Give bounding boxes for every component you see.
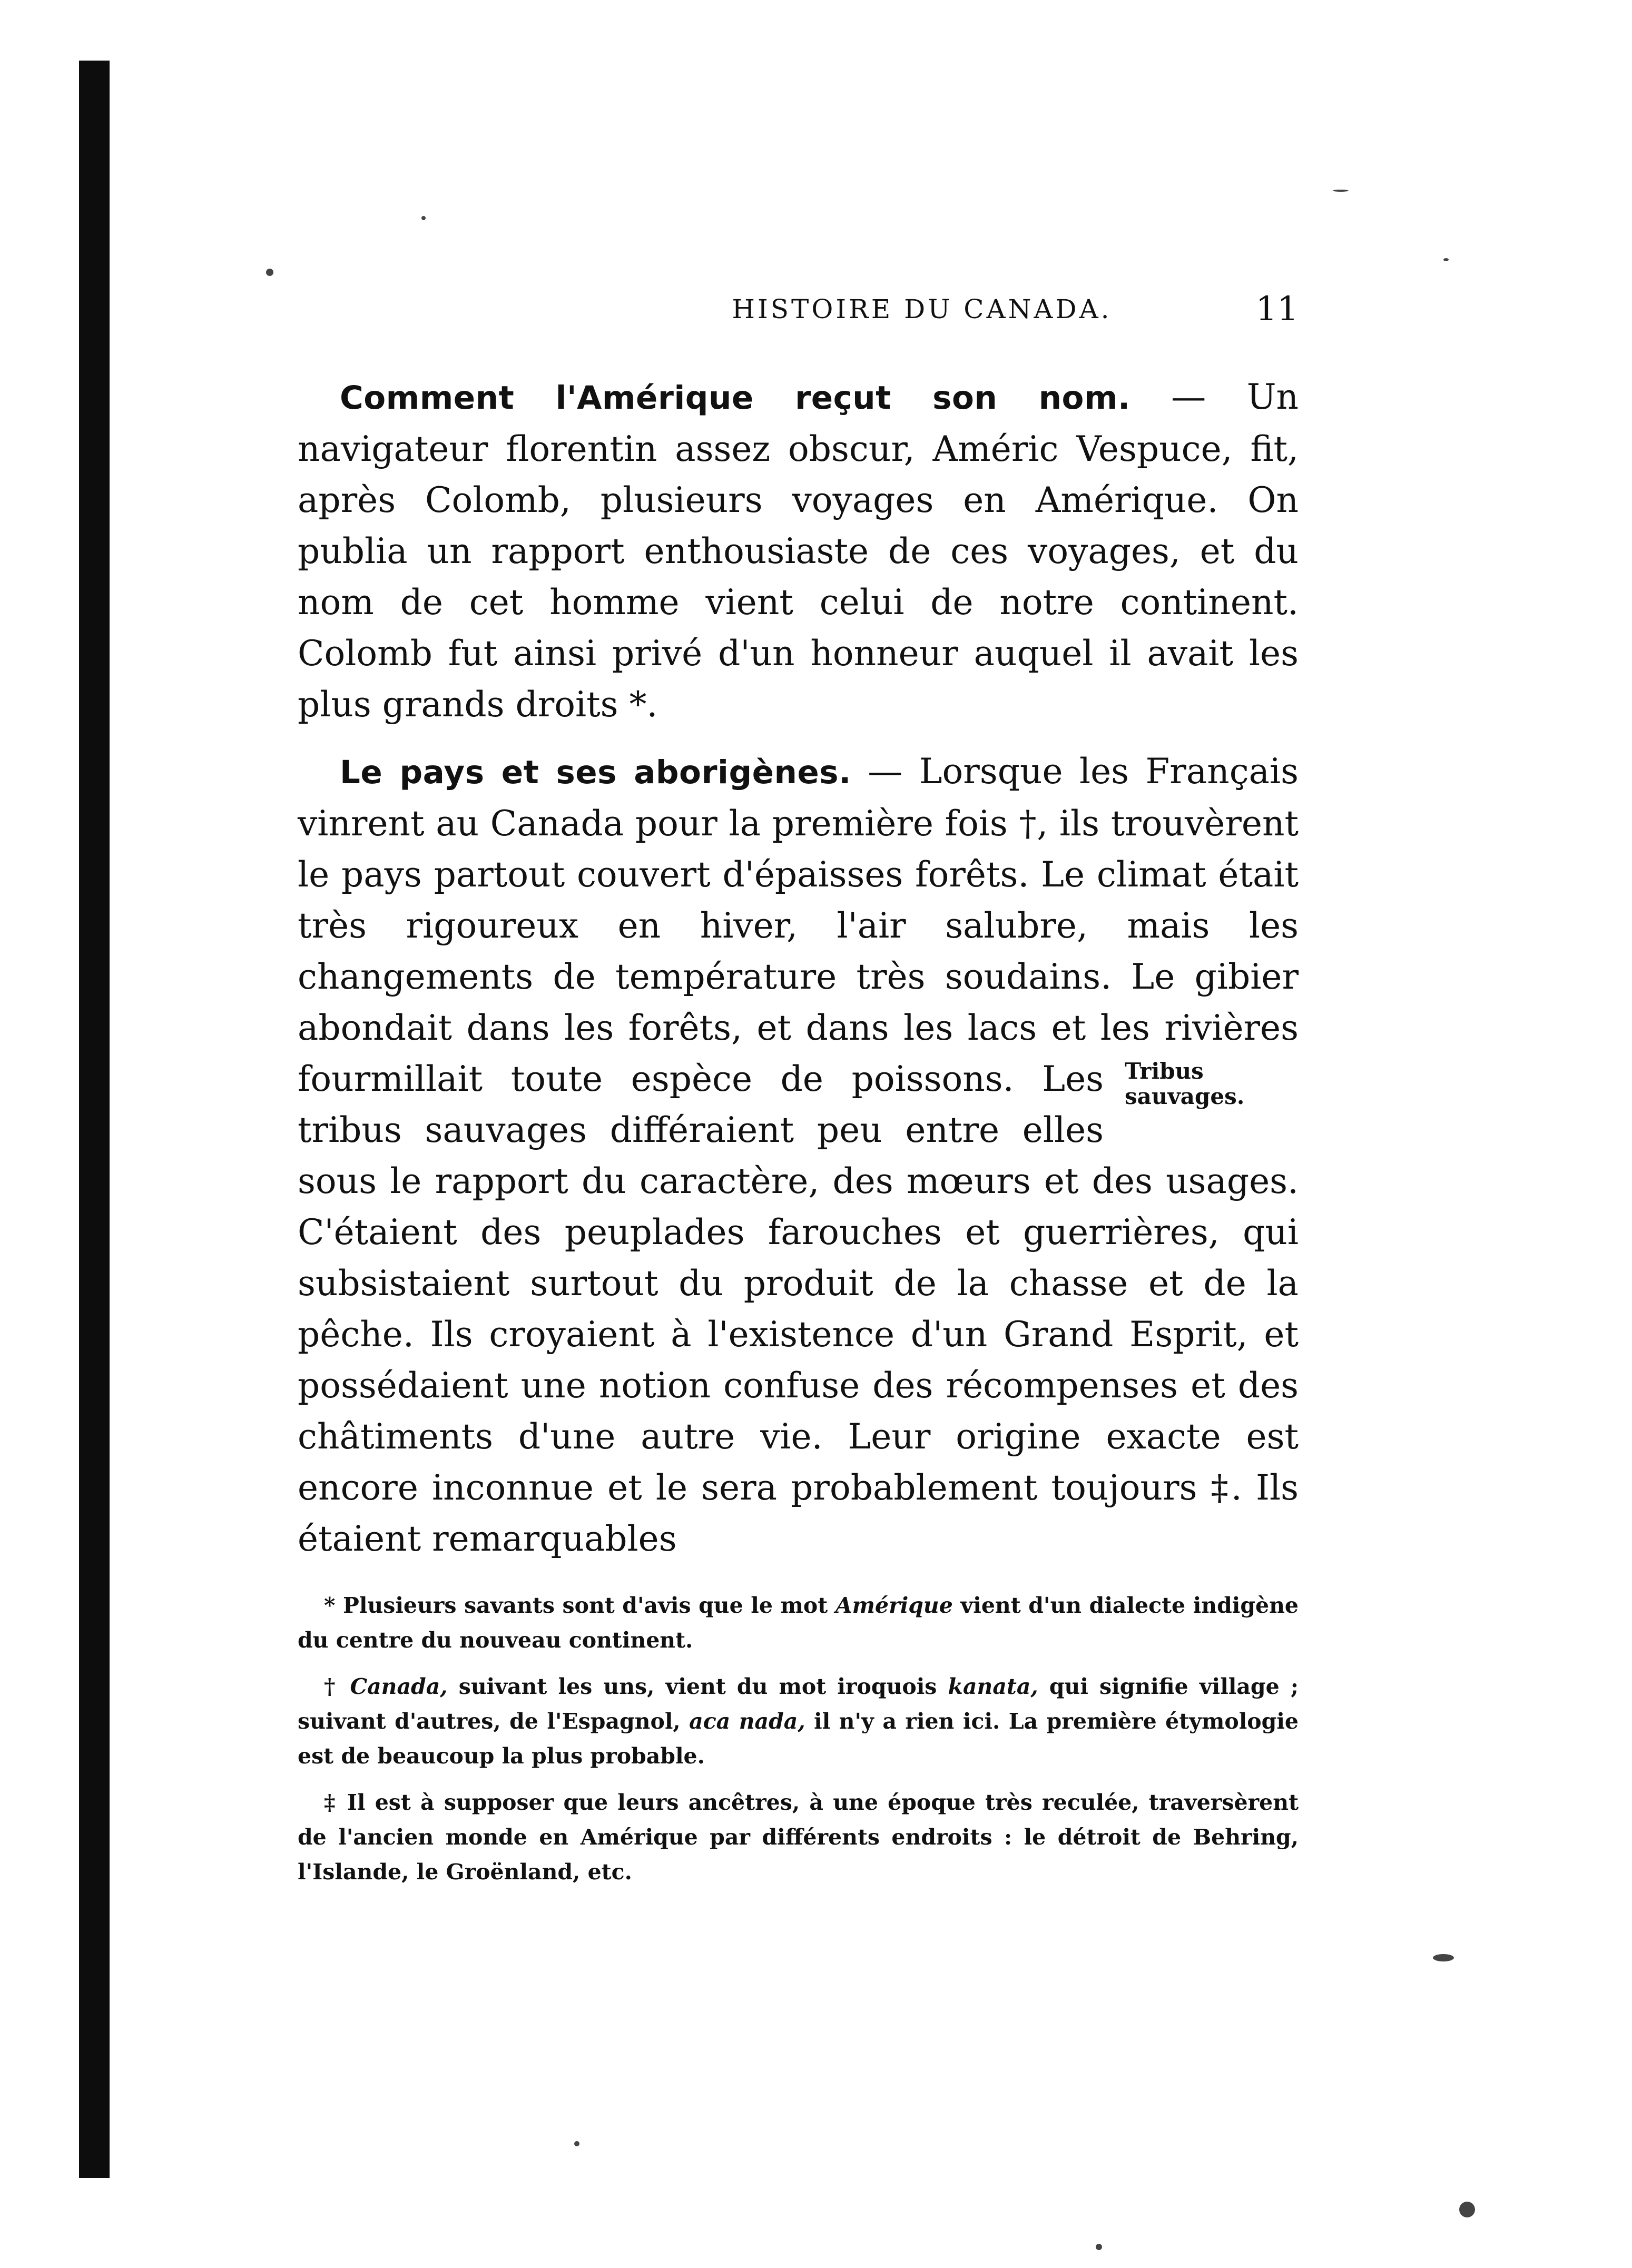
paragraph-heading: Le pays et ses aborigènes. [340,754,851,791]
paragraph-body-continued: Les tribus sauvages différaient peu entre elles sous le rapport du caractère, des mœurs et des usages. C'étaient des peuplades farouches et guerrières, qui subsistaient surtout du produit de la chasse et de la pêche. Ils croyaient à l'existence d'un Grand Esprit, et possédaient une notion confuse des récompenses et des châtiments d'une autre vie. Leur origine exacte est encore inconnue et le sera probablement toujours ‡. Ils étaient remarquables [298,1059,1299,1559]
footnote-italic: kanata, [948,1674,1038,1699]
binding-shadow-bar [79,61,110,2178]
main-text [298,371,1299,1580]
footnote-mark: † [324,1674,350,1699]
footnote-mark: ‡ [324,1790,347,1815]
footnote-mark: * [324,1593,343,1618]
footnote-asterisk [298,1588,1299,1658]
paragraph-body: — Lorsque les Français vinrent au Canada pour la première fois †, ils trouvèrent le pays partout couvert d'épaisses forêts. Le climat était très rigoureux en hiver, l'air salubre, mais les changements de température très soudains. Le gibier abondait dans les forêts, et dans les lacs et les rivières fourmillait toute espèce de poissons. [298,751,1299,1099]
page-number: 11 [1255,290,1299,329]
paragraph-country-and-aborigines [298,746,1299,1564]
footnote-text: il n'y a rien ici. La première étymologie est de beaucoup la plus probable. [298,1709,1299,1769]
footnote-italic: Amérique [835,1593,953,1618]
footnote-italic: aca nada, [689,1709,805,1734]
footnote-italic: Canada, [350,1674,448,1699]
running-head [298,285,1299,333]
paragraph-name-of-america [298,371,1299,730]
paragraph-heading: Comment l'Amérique reçut son nom. [340,379,1130,417]
footnote-text: vient d'un dialecte indigène du centre du nouveau continent. [298,1593,1299,1653]
footnote-text: suivant les uns, vient du mot iroquois [447,1674,948,1699]
scan-speck [1443,258,1449,261]
scan-speck [574,2141,579,2146]
scan-speck [266,269,273,276]
paragraph-body: — Un navigateur florentin assez obscur, Améric Vespuce, fit, après Colomb, plusieurs voyages en Amérique. On publia un rapport enthousiaste de ces voyages, et du nom de cet homme vient celui de notre continent. Colomb fut ainsi privé d'un honneur auquel il avait les plus grands droits *. [298,377,1299,725]
footnote-text: qui signifie village ; suivant d'autres, de l'Espagnol, [298,1674,1299,1734]
scan-speck [421,216,426,220]
footnote-text: Il est à supposer que leurs ancêtres, à une époque très reculée, traversèrent de l'ancien monde en Amérique par différents endroits : le détroit de Behring, l'Islande, le Groënland, etc. [298,1790,1299,1885]
marginal-note: Tribus sauvages. [1125,1058,1245,1109]
scan-speck [1333,190,1349,192]
footnote-dagger [298,1669,1299,1773]
footnote-double-dagger [298,1785,1299,1889]
running-title: HISTOIRE DU CANADA. [732,294,1112,324]
footnotes [298,1588,1299,1901]
scan-speck [1459,2202,1475,2217]
footnote-text: Plusieurs savants sont d'avis que le mot [343,1593,835,1618]
scan-speck [1096,2244,1102,2250]
scan-speck [1433,1954,1454,1961]
